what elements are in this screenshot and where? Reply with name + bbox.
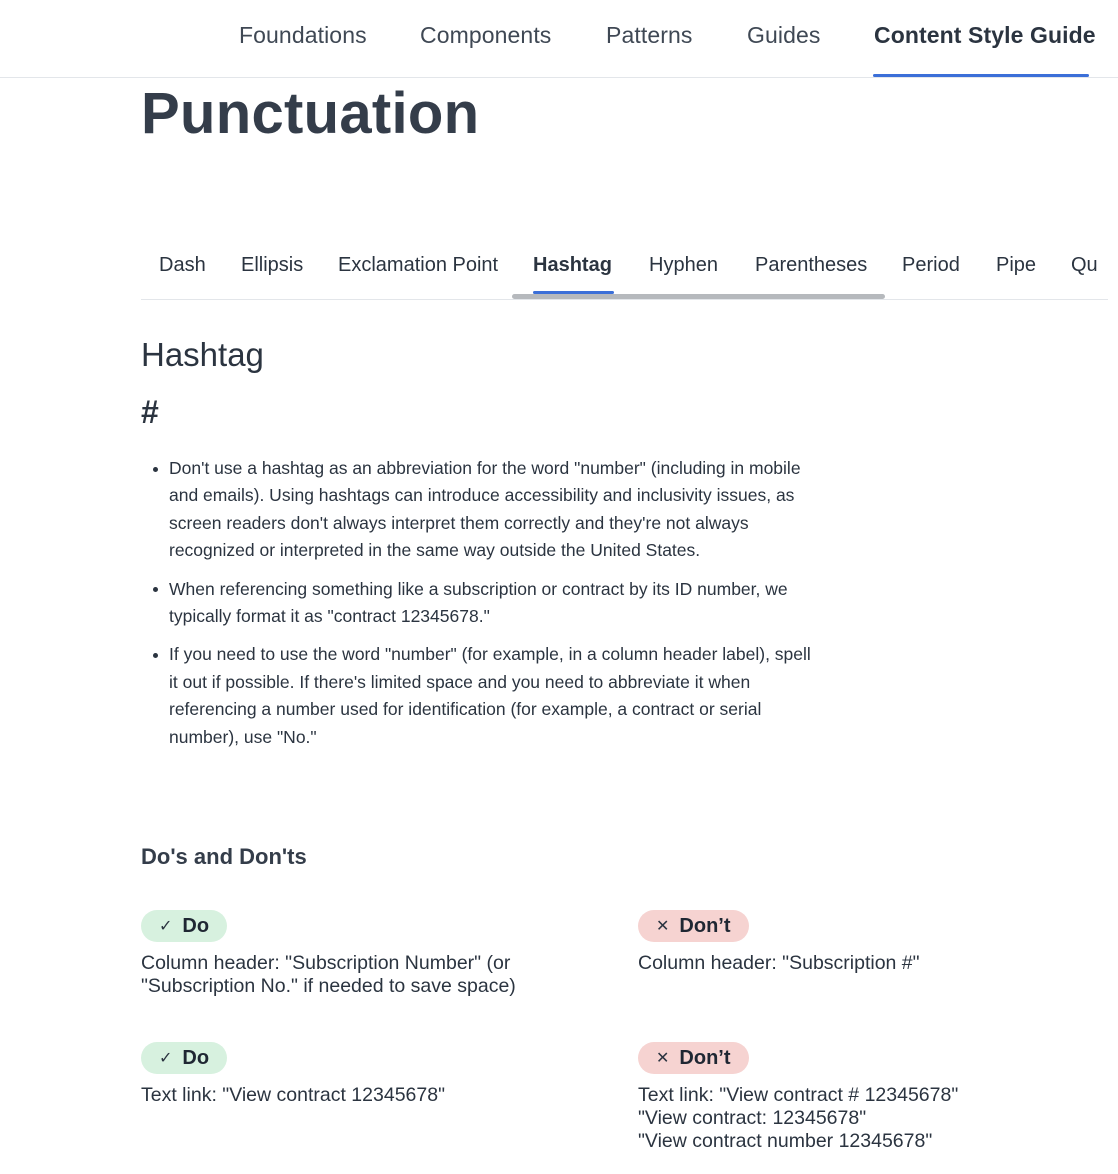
dont-badge-label: Don’t (679, 1046, 731, 1069)
close-icon: ✕ (656, 1050, 670, 1067)
do-badge (141, 910, 227, 942)
tab-hashtag[interactable]: Hashtag (533, 254, 612, 276)
topnav-patterns[interactable]: Patterns (606, 22, 693, 48)
top-navigation (0, 0, 1118, 78)
do-badge (141, 1042, 227, 1074)
topnav-components[interactable]: Components (420, 22, 552, 48)
dont-example: Column header: "Subscription #" (638, 952, 920, 974)
guideline-list (141, 455, 811, 762)
do-badge-label: Do (182, 914, 210, 937)
close-icon: ✕ (656, 918, 670, 935)
dont-badge-label: Don’t (679, 914, 731, 937)
dont-example: Text link: "View contract # 12345678" "View contract: 12345678" "View contract number 12345678" (638, 1084, 959, 1152)
dos-and-donts-heading: Do's and Don'ts (141, 844, 307, 869)
list-item: If you need to use the word "number" (for example, in a column header label), spell it out if possible. If there's limited space and you need to abbreviate it when referencing a number used for identification (for example, a contract or serial number), use "No." (169, 641, 811, 751)
hashtag-symbol: # (141, 394, 159, 430)
do-example: Text link: "View contract 12345678" (141, 1084, 445, 1106)
topnav-active-indicator (873, 74, 1089, 77)
tab-period[interactable]: Period (902, 254, 960, 276)
tab-parentheses[interactable]: Parentheses (755, 254, 868, 276)
list-item: When referencing something like a subscription or contract by its ID number, we typically format it as "contract 12345678." (169, 576, 811, 631)
topnav-foundations[interactable]: Foundations (239, 22, 367, 48)
section-heading: Hashtag (141, 336, 264, 373)
tab-pipe[interactable]: Pipe (996, 254, 1037, 276)
topnav-guides[interactable]: Guides (747, 22, 821, 48)
checkmark-icon: ✓ (159, 918, 173, 935)
tab-ellipsis[interactable]: Ellipsis (241, 254, 304, 276)
do-badge-label: Do (182, 1046, 210, 1069)
dont-badge (638, 1042, 749, 1074)
tabs-scrollbar[interactable] (512, 294, 885, 299)
dont-badge (638, 910, 749, 942)
punctuation-tabs (141, 240, 1108, 300)
tab-quotation-partial[interactable]: Qu (1071, 254, 1098, 276)
checkmark-icon: ✓ (159, 1050, 173, 1067)
do-example: Column header: "Subscription Number" (or "Subscription No." if needed to save space) (141, 952, 516, 997)
page-title: Punctuation (141, 81, 480, 146)
tab-hyphen[interactable]: Hyphen (649, 254, 718, 276)
tab-exclamation-point[interactable]: Exclamation Point (338, 254, 499, 276)
tab-dash[interactable]: Dash (159, 254, 206, 276)
topnav-content-style-guide[interactable]: Content Style Guide (874, 22, 1096, 48)
list-item: Don't use a hashtag as an abbreviation for the word "number" (including in mobile and emails). Using hashtags can introduce accessibility and inclusivity issues, as screen readers don't always interpret them correctly and they're not always recognized or interpreted in the same way outside the United States. (169, 455, 811, 565)
